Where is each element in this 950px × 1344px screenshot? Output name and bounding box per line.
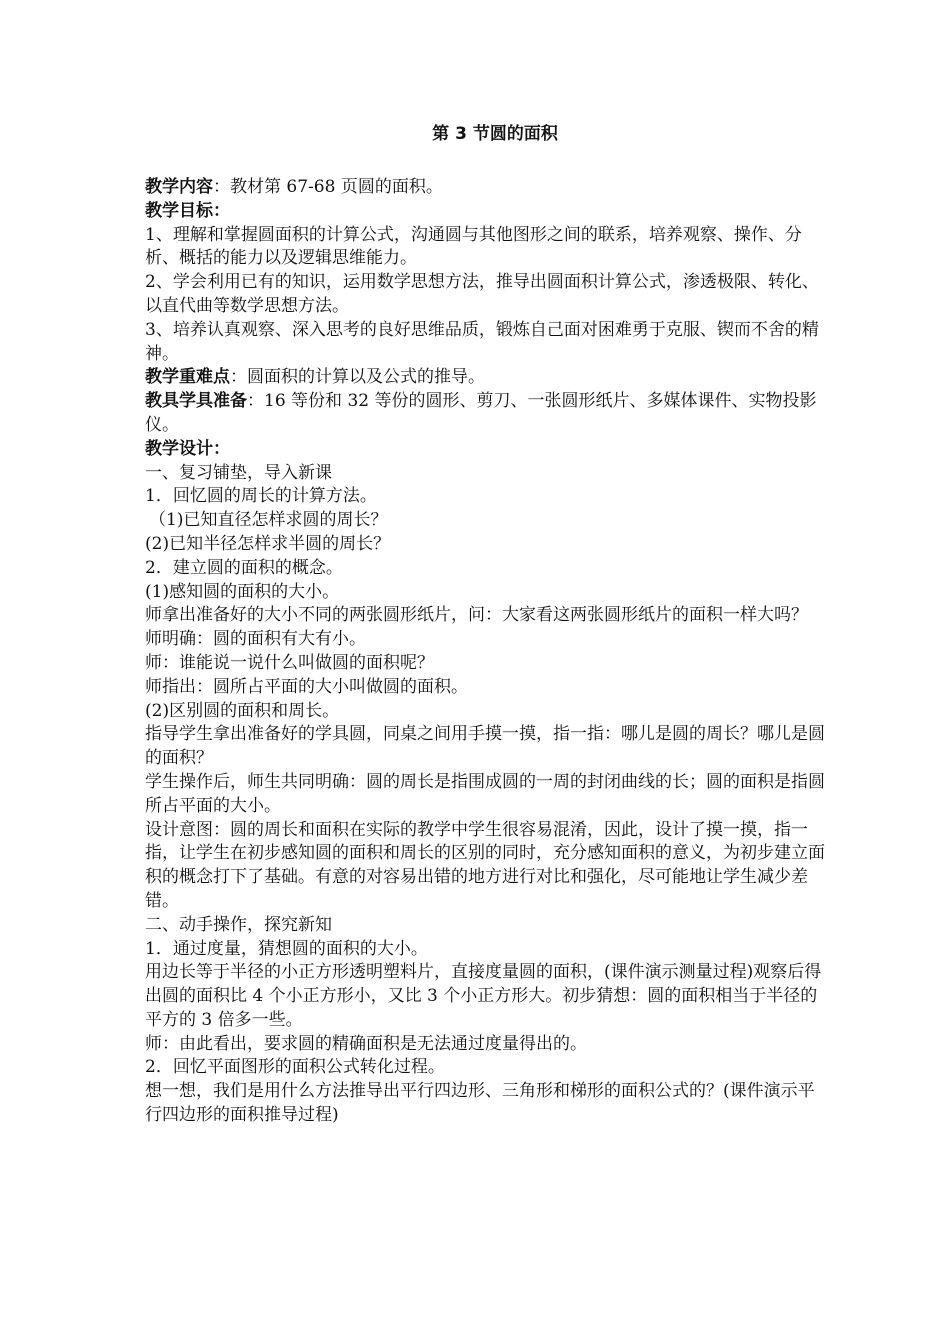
page-title: 第 3 节圆的面积 [432,124,558,144]
design-line: 师：由此看出，要求圆的精确面积是无法通过度量得出的。 [145,1033,587,1054]
content-line [145,176,825,200]
tools-label: 教具学具准备 [145,391,247,412]
design-line: 2．建立圆的面积的概念。 [145,557,343,578]
key-points-text: ：圆面积的计算以及公式的推导。 [230,367,485,388]
design-line: 想一想，我们是用什么方法推导出平行四边形、三角形和梯形的面积公式的？(课件演示平行四边形的面积推导过程) [145,1081,815,1126]
design-line: 设计意图：圆的周长和面积在实际的教学中学生很容易混淆，因此，设计了摸一摸，指一指，让学生在初步感知圆的面积和周长的区别的同时，充分感知面积的意义，为初步建立面积的概念打下了基础。有意的对容易出错的地方进行对比和强化，尽可能地让学生减少差错。 [145,819,825,911]
design-line: 用边长等于半径的小正方形透明塑料片，直接度量圆的面积，(课件演示测量过程)观察后得出圆的面积比 4 个小正方形小，又比 3 个小正方形大。初步猜想：圆的面积相当于半径的平方的 3 倍多一些。 [145,962,822,1030]
design-line: (2)已知半径怎样求半圆的周长？ [145,533,391,554]
goals-label: 教学目标： [145,200,230,221]
goal-item-1: 1、理解和掌握圆面积的计算公式，沟通圆与其他图形之间的联系，培养观察、操作、分析、概括的能力以及逻辑思维能力。 [145,224,802,269]
key-points-line [145,366,825,390]
goal-item-2: 2、学会利用已有的知识，运用数学思想方法，推导出圆面积计算公式，渗透极限、转化、以直代曲等数学思想方法。 [145,272,819,316]
design-line: 师指出：圆所占平面的大小叫做圆的面积。 [145,676,468,697]
design-label: 教学设计： [145,438,230,459]
design-line: 2．回忆平面图形的面积公式转化过程。 [145,1057,445,1078]
tools-text: ：16 等份和 32 等份的圆形、剪刀、一张圆形纸片、多媒体课件、实物投影仪。 [145,391,817,435]
design-line: 1．回忆圆的周长的计算方法。 [145,486,377,507]
goal-item-3: 3、培养认真观察、深入思考的良好思维品质，锻炼自己面对困难勇于克服、锲而不舍的精神。 [145,319,819,364]
design-line: 师明确：圆的面积有大有小。 [145,629,366,650]
design-line: (2)区别圆的面积和周长。 [145,700,340,721]
design-line: 学生操作后，师生共同明确：圆的周长是指围成圆的一周的封闭曲线的长；圆的面积是指圆所占平面的大小。 [145,771,825,816]
content-text: ：教材第 67-68 页圆的面积。 [213,177,443,197]
design-line: 指导学生拿出准备好的学具圆，同桌之间用手摸一摸，指一指：哪儿是圆的周长？哪儿是圆的面积？ [145,724,825,769]
design-line: （1)已知直径怎样求圆的周长？ [149,510,388,531]
design-line: 二、动手操作，探究新知 [145,914,332,935]
design-line: 一、复习铺垫，导入新课 [145,462,332,483]
document-page [145,122,825,1128]
design-line: 1．通过度量，猜想圆的面积的大小。 [145,938,428,959]
content-label: 教学内容 [145,177,213,197]
tools-line [145,390,825,438]
design-line: (1)感知圆的面积的大小。 [145,581,340,602]
key-points-label: 教学重难点 [145,367,230,388]
design-line: 师：谁能说一说什么叫做圆的面积呢？ [145,652,434,673]
design-line: 师拿出准备好的大小不同的两张圆形纸片，问：大家看这两张圆形纸片的面积一样大吗？ [145,605,808,626]
